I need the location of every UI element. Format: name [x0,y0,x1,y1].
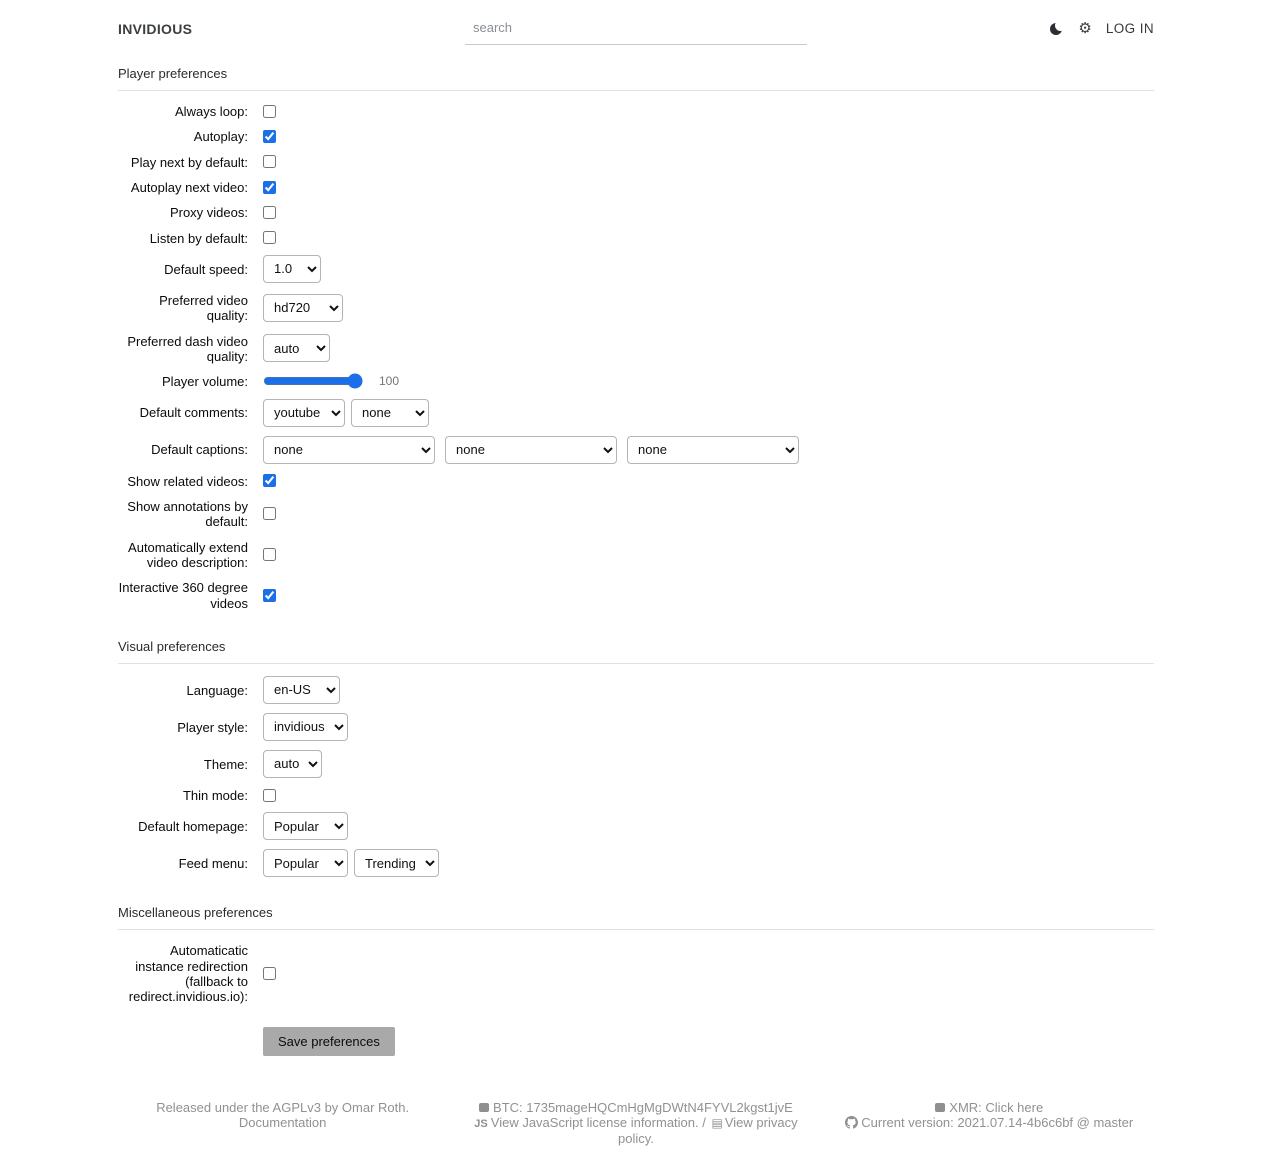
default-captions-select-2[interactable] [445,436,617,464]
page-footer [106,1086,1166,1164]
related-videos-label: Show related videos: [127,473,248,489]
default-speed-label: Default speed: [164,261,248,277]
top-navbar [0,0,1272,56]
footer-license-column [106,1100,459,1147]
btc-address-text: BTC: 1735mageHQCmHgMgDWtN4FYVL2kgst1jvE [493,1099,793,1115]
version-value: 2021.07.14-4b6c6bf @ master [957,1114,1134,1130]
javascript-icon: JS [474,1117,488,1130]
pref-row-vr360 [118,579,1154,611]
default-homepage-label: Default homepage: [138,819,248,835]
pref-row-instance-redirect [118,942,1154,1004]
player-preferences-heading: Player preferences [118,56,1154,91]
pref-row-player-style [118,713,1154,741]
preferences-form [118,56,1154,1056]
vr360-label: Interactive 360 degree videos [118,580,248,611]
autoplay-next-label: Autoplay next video: [130,179,248,195]
instance-redirect-checkbox[interactable] [263,967,276,980]
pref-row-thin-mode [118,787,1154,803]
autoplay-next-checkbox[interactable] [263,181,276,194]
xmr-label: XMR: [949,1099,982,1115]
pref-row-annotations [118,498,1154,530]
documentation-link[interactable]: Documentation [238,1114,327,1130]
default-speed-select[interactable] [263,255,321,283]
extend-description-label: Automatically extend video description: [128,539,248,570]
dash-quality-select[interactable] [263,334,330,362]
proxy-videos-label: Proxy videos: [169,205,248,221]
xmr-click-here-link[interactable]: Click here [985,1099,1044,1115]
vr360-checkbox[interactable] [263,589,276,602]
footer-separator: / [702,1114,706,1130]
privacy-document-icon: ▤ [711,1115,723,1130]
default-comments-select-1[interactable] [263,399,345,427]
monero-icon [935,1103,945,1112]
default-captions-select-3[interactable] [627,436,799,464]
pref-row-extend-description [118,539,1154,571]
pref-row-autoplay-next [118,179,1154,195]
visual-preferences-heading: Visual preferences [118,629,1154,664]
player-style-select[interactable] [263,713,348,741]
js-license-link[interactable]: View JavaScript license information. [490,1114,699,1130]
video-quality-select[interactable] [263,294,343,322]
default-captions-select-1[interactable] [263,436,435,464]
feed-menu-label: Feed menu: [178,856,248,872]
player-volume-label: Player volume: [162,374,248,390]
play-next-checkbox[interactable] [263,155,276,168]
theme-select[interactable] [263,750,322,778]
video-quality-label: Preferred video quality: [159,292,248,324]
pref-row-captions [118,436,1154,464]
language-select[interactable] [263,676,340,704]
pref-row-language [118,676,1154,704]
pref-row-homepage [118,812,1154,840]
always-loop-checkbox[interactable] [263,105,276,118]
pref-row-default-speed [118,255,1154,283]
log-in-link[interactable]: LOG IN [1105,21,1154,36]
language-label: Language: [186,682,248,698]
bitcoin-icon [479,1103,489,1112]
pref-row-comments [118,399,1154,427]
save-row [118,1027,1154,1056]
pref-row-always-loop [118,103,1154,119]
github-icon [845,1116,858,1129]
default-captions-label: Default captions: [151,442,248,458]
default-homepage-select[interactable] [263,812,348,840]
preferences-gear-icon[interactable]: ⚙ [1078,19,1092,37]
pref-row-video-quality [118,292,1154,324]
pref-row-volume [118,373,1154,389]
pref-row-feed-menu [118,849,1154,877]
default-comments-select-2[interactable] [351,399,429,427]
player-style-label: Player style: [177,719,248,735]
thin-mode-label: Thin mode: [182,787,248,803]
listen-by-default-label: Listen by default: [149,230,248,246]
proxy-videos-checkbox[interactable] [263,206,276,219]
listen-by-default-checkbox[interactable] [263,231,276,244]
player-volume-slider[interactable] [263,374,363,388]
autoplay-label: Autoplay: [193,129,248,145]
play-next-label: Play next by default: [130,154,248,170]
extend-description-checkbox[interactable] [263,548,276,561]
version-label: Current version: [861,1114,954,1130]
pref-row-proxy-videos [118,204,1154,220]
footer-version-column [813,1100,1166,1147]
autoplay-checkbox[interactable] [263,130,276,143]
pref-row-theme [118,750,1154,778]
pref-row-listen [118,230,1154,246]
theme-label: Theme: [203,756,248,772]
footer-license-text: Released under the AGPLv3 by Omar Roth. [156,1099,410,1115]
pref-row-play-next [118,154,1154,170]
dash-quality-label: Preferred dash video quality: [127,333,248,364]
privacy-policy-link[interactable]: View privacy policy. [618,1114,798,1146]
footer-donate-column [459,1100,812,1147]
annotations-checkbox[interactable] [263,507,276,520]
always-loop-label: Always loop: [175,104,248,119]
misc-preferences-heading: Miscellaneous preferences [118,895,1154,930]
player-volume-value: 100 [379,374,400,389]
dark-mode-moon-icon[interactable] [1050,22,1064,36]
search-input[interactable] [465,14,807,45]
related-videos-checkbox[interactable] [263,474,276,487]
save-preferences-button[interactable]: Save preferences [263,1027,395,1056]
invidious-logo[interactable]: INVIDIOUS [118,21,193,37]
pref-row-dash-quality [118,333,1154,365]
thin-mode-checkbox[interactable] [263,789,276,802]
instance-redirect-label: Automaticatic instance redirection (fallback to redirect.invidious.io): [128,943,248,1005]
pref-row-related-videos [118,473,1154,489]
feed-menu-select-2[interactable] [354,849,439,877]
annotations-label: Show annotations by default: [127,498,248,530]
default-comments-label: Default comments: [139,405,248,421]
pref-row-autoplay [118,128,1154,144]
feed-menu-select-1[interactable] [263,849,348,877]
